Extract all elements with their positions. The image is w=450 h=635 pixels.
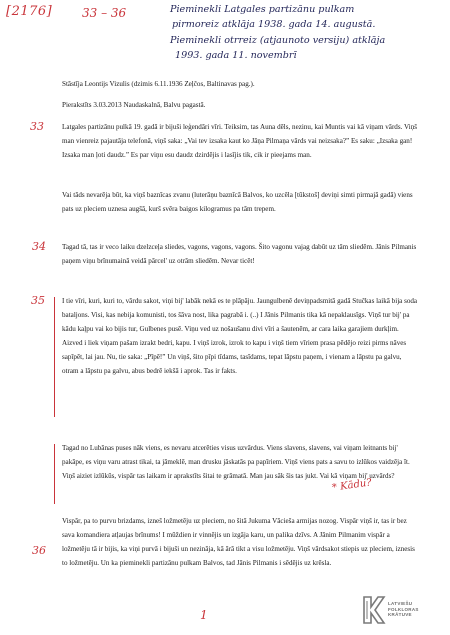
margin-number: 36 <box>32 544 46 557</box>
archive-id: [2176] <box>6 4 53 19</box>
handwritten-note-line-4: 1993. gada 11. novembrī <box>175 50 297 61</box>
margin-number: 33 <box>30 120 44 133</box>
story-paragraph: Latgales partizānu pulkā 19. gadā ir bijuši leģendāri vīri. Teiksim, tas Auna dēls, nezinu, kai Muntis vai kā viņam vārds. Viņš man vienreiz pajautāja telefonā, viņš saka: „Vai tev izsaka kaut ko Jāņa Pilmaņa vārds vai neizsaka?” Es saku: „Izsaka gan! Izsaka man ļoti daudz.” Es par viņu esu daudz dzirdējis i lasījis tik, cik ir pieejams man. <box>62 123 418 160</box>
margin-question-note: * Kādu? <box>331 477 373 494</box>
margin-number: 35 <box>31 294 45 307</box>
margin-bracket <box>54 297 55 417</box>
page-range: 33 – 36 <box>82 6 127 20</box>
story-paragraph: Tagad tā, tas ir veco laiku dzelzceļa sliedes, vagons, vagons, vagons. Šito vagonu vajag dabūt uz tām sliedēm. Jānis Pilmanis paņem viņu brīnumainā veidā pārcel' uz otrām sliedēm. Nevar ticēt! <box>62 243 417 266</box>
handwritten-note-line-2: pirmoreiz atklāja 1938. gada 14. augustā. <box>172 19 376 30</box>
story-paragraph: Vai tāds nevarēja būt, ka viņš baznīcas zvanu (luterāņu baznīcā Balvos, ko uzcēla [tūkstoš] deviņi simti pirmajā gadā) viens pats uz pleciem uznesa augšā, kurš svēra baigos kilogramus pa tām trepem. <box>62 191 413 214</box>
margin-bracket <box>54 444 55 504</box>
handwritten-note-line-3: Pieminekli otrreiz (atjaunoto versiju) atklāja <box>170 35 386 46</box>
story-paragraph: Tagad no Lubānas puses nāk viens, es nevaru atcerēties visus uzvārdus. Viens slavens, slavens, vai viņam leitnants bij' pakāpe, es viņu varu atrast tikai, ta jāmeklē, man drusku jāskatās pa papīriem. Viņš viens pats a savu to izlūkos vaidzēja īt. Viņš aiziet izlūkūs, vispār tas laikam ir aprakstīts šitai te grāmatā. Man jau sāk šis tas jukt. Vai kā viņam bij' uzvārds? <box>62 444 410 481</box>
logo-text: LATVIEŠU FOLKLORAS KRĀTUVE <box>388 601 419 618</box>
story-paragraph: I tie vīri, kuri, kuri to, vārdu sakot, viņi bij' labāk nekā es te plāpāju. Jaungulbenē deviņpadsmitā gadā Stučkas laikā bija soda bataljons. Visi, kas nebija komunisti, tos šāva nost, lika pagrabā i. (..) I Jānis Pilmanis tika kā nepaklausīgs. Viņš tur bij' pa kādu kaļpu vai ko bijis tur, Gulbenes pusē. Viņu ved uz nošaušanu divi vīri a šautenēm, ar cara laika garajiem durkļim. Aizved i liek viņam pašam izrakt bedri, kapu. I viņš izrok, izrok to kapu i viņš tiem vīriem prasa pēdējo reizi pirms nāves sapīpēt, lai jau. Nu, tie saka: „Pīpē!” Un viņš, šito pīpi tīdams, tasīdams, tepat lāpstu paņem, i vienam a lāpstu pa galvu, otram a lāpstu pa galvu, abus bedrē iekšā i aprok. Tas ir fakts. <box>62 297 418 376</box>
story-paragraph: Vispār, pa to purvu brizdams, izneš ložmetēju uz pleciem, no šitā Jukuma Vācieša armijas nozog. Vispār viņš ir, tas ir bez sava komandiera atļaujas brīnums! I mūždien ir vinnējis un izgāja karu, un palika dzīvs. A Jānim Pilmanim vispār a ložmetēju tā ir bijis, ka viņi purvā i bijuši un nezināja, kā ārā tikt a visu ložmetēju. Viņš vārdsakot stiepis uz pleciem, iznesis to ložmetēju. Un ka pieminekli partizānu pulkam Balvos, tad Jānis Pilmanis i sēdējis uz krēsla. <box>62 517 415 568</box>
page-number: 1 <box>200 608 208 622</box>
recording-info: Pierakstīts 3.03.2013 Naudaskalnā, Balvu pagastā. <box>62 101 206 109</box>
handwritten-note-line-1: Pieminekli Latgales partizānu pulkam <box>170 4 355 15</box>
archive-logo <box>362 595 442 627</box>
folklore-archive-logo-icon <box>362 595 386 625</box>
storyteller-info: Stāstīja Leontijs Vizulis (dzimis 6.11.1936 Zeļčos, Baltinavas pag.). <box>62 80 255 88</box>
margin-number: 34 <box>32 240 46 253</box>
